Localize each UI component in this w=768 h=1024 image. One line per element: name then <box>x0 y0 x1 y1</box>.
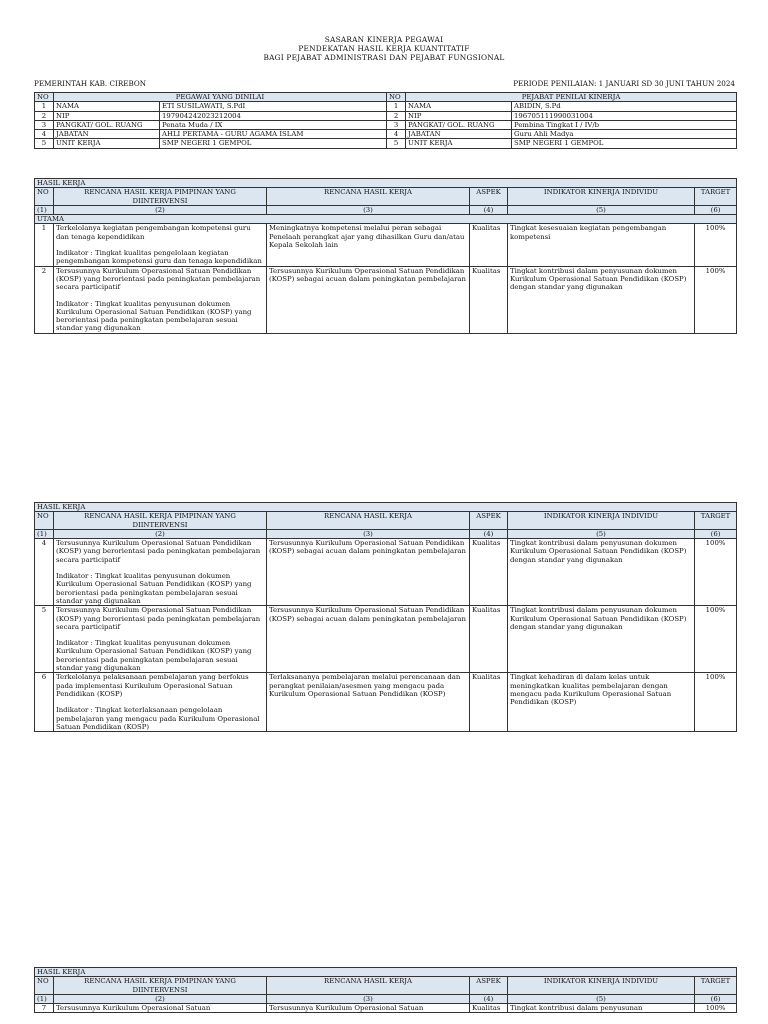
subheader-row: (1) (2) (3) (4) (5) (6) <box>35 529 737 538</box>
field-label: NIP <box>406 111 512 120</box>
field-label: PANGKAT/ GOL. RUANG <box>54 120 160 129</box>
col-no: NO <box>35 93 54 102</box>
identity-row: 5 UNIT KERJA SMP NEGERI 1 GEMPOL 5 UNIT KERJA SMP NEGERI 1 GEMPOL <box>35 139 737 148</box>
assessment-period: PERIODE PENILAIAN: 1 JANUARI SD 30 JUNI TAHUN 2024 <box>513 79 735 88</box>
hasil-kerja-table-3 <box>34 967 737 1013</box>
field-label: NAMA <box>406 102 512 111</box>
field-value: AHLI PERTAMA - GURU AGAMA ISLAM <box>160 130 387 139</box>
table-row: 6 Terkelolanya pelaksanaan pembelajaran yang berfokus pada implementasi Kurikulum Operasional Satuan Pendidikan (KOSP) Indikator : Tingkat keterlaksanaan pengelolaan pembelajaran yang mengacu pada Kurikulum Operasional Satuan Pendidikan (KOSP) Terlaksananya pembelajaran melalui perencanaan dan perangkat penilaian/asesmen yang mengacu pada Kurikulum Operasional Satuan Pendidikan (KOSP) Kualitas Tingkat kehadiran di dalam kelas untuk meningkatkan kualitas pembelajaran dengan mengacu pada Kurikulum Operasional Satuan Pendidikan (KOSP) 100% <box>35 673 737 732</box>
header-row: NO RENCANA HASIL KERJA PIMPINAN YANG DIINTERVENSI RENCANA HASIL KERJA ASPEK INDIKATOR KINERJA INDIVIDU TARGET <box>35 188 737 206</box>
col-no-2: NO <box>387 93 406 102</box>
table-row: 2 Tersusunnya Kurikulum Operasional Satuan Pendidikan (KOSP) yang berorientasi pada peningkatan pembelajaran secara participatif Indikator : Tingkat kualitas penyusunan dokumen Kurikulum Operasional Satuan Pendidikan (KOSP) yang berorientasi pada peningkatan pembelajaran sesuai standar yang digunakan Tersusunnya Kurikulum Operasional Satuan Pendidikan (KOSP) sebagai acuan dalam peningkatan pembelajaran Kualitas Tingkat kontribusi dalam penyusunan dokumen Kurikulum Operasional Satuan Pendidikan (KOSP) dengan standar yang digunakan 100% <box>35 266 737 333</box>
identity-row: 4 JABATAN AHLI PERTAMA - GURU AGAMA ISLAM 4 JABATAN Guru Ahli Madya <box>35 130 737 139</box>
subheader-row: (1) (2) (3) (4) (5) (6) <box>35 994 737 1003</box>
table-row: 1 Terkelolanya kegiatan pengembangan kompetensi guru dan tenaga kependidikan Indikator : Tingkat kualitas pengelolaan kegiatan pengembangan kompetensi guru dan tenaga kependidikan Meningkatnya kompetensi melalui peran sebagai Penelaah perangkat ajar yang dihasilkan Guru dan/atau Kepala Sekolah lain Kualitas Tingkat kesesuaian kegiatan pengembangan kompetensi 100% <box>35 224 737 266</box>
document-subtitle: PENDEKATAN HASIL KERJA KUANTITATIF <box>298 44 470 53</box>
field-value: Guru Ahli Madya <box>512 130 737 139</box>
field-value: ETI SUSILAWATI, S.PdI <box>160 102 387 111</box>
section-title: HASIL KERJA <box>35 968 737 977</box>
identity-row: 1 NAMA ETI SUSILAWATI, S.PdI 1 NAMA ABIDIN, S.Pd <box>35 102 737 111</box>
hasil-kerja-table-1 <box>34 178 737 334</box>
field-label: JABATAN <box>54 130 160 139</box>
identity-row: 3 PANGKAT/ GOL. RUANG Penata Muda / IX 3 PANGKAT/ GOL. RUANG Pembina Tingkat I / IV/b <box>35 120 737 129</box>
field-label: JABATAN <box>406 130 512 139</box>
field-value: SMP NEGERI 1 GEMPOL <box>160 139 387 148</box>
table-row: 5 Tersusunnya Kurikulum Operasional Satuan Pendidikan (KOSP) yang berorientasi pada peningkatan pembelajaran secara participatif Indikator : Tingkat kualitas penyusunan dokumen Kurikulum Operasional Satuan Pendidikan (KOSP) yang berorientasi pada peningkatan pembelajaran sesuai standar yang digunakan Tersusunnya Kurikulum Operasional Satuan Pendidikan (KOSP) sebagai acuan dalam peningkatan pembelajaran Kualitas Tingkat kontribusi dalam penyusunan dokumen Kurikulum Operasional Satuan Pendidikan (KOSP) dengan standar yang digunakan 100% <box>35 606 737 673</box>
field-label: PANGKAT/ GOL. RUANG <box>406 120 512 129</box>
hasil-kerja-table-2 <box>34 502 737 732</box>
government-label: PEMERINTAH KAB. CIREBON <box>34 79 147 88</box>
field-value: 197904242023212004 <box>160 111 387 120</box>
col-dinilai: PEGAWAI YANG DINILAI <box>54 93 387 102</box>
table-row: 7 Tersusunnya Kurikulum Operasional Satuan Tersusunnya Kurikulum Operasional Satuan Kualitas Tingkat kontribusi dalam penyusunan 100% <box>35 1004 737 1013</box>
section-title: HASIL KERJA <box>35 179 737 188</box>
header-row: NO RENCANA HASIL KERJA PIMPINAN YANG DIINTERVENSI RENCANA HASIL KERJA ASPEK INDIKATOR KINERJA INDIVIDU TARGET <box>35 977 737 995</box>
field-value: SMP NEGERI 1 GEMPOL <box>512 139 737 148</box>
field-label: UNIT KERJA <box>406 139 512 148</box>
identity-table <box>34 92 737 149</box>
document-title: SASARAN KINERJA PEGAWAI <box>324 35 444 44</box>
field-value: ABIDIN, S.Pd <box>512 102 737 111</box>
header-row: NO RENCANA HASIL KERJA PIMPINAN YANG DIINTERVENSI RENCANA HASIL KERJA ASPEK INDIKATOR KINERJA INDIVIDU TARGET <box>35 512 737 530</box>
field-label: UNIT KERJA <box>54 139 160 148</box>
subheader-row: (1) (2) (3) (4) (5) (6) <box>35 205 737 214</box>
field-value: Penata Muda / IX <box>160 120 387 129</box>
identity-row: 2 NIP 197904242023212004 2 NIP 196705111990031004 <box>35 111 737 120</box>
field-label: NAMA <box>54 102 160 111</box>
table-row: 4 Tersusunnya Kurikulum Operasional Satuan Pendidikan (KOSP) yang berorientasi pada peningkatan pembelajaran secara participatif Indikator : Tingkat kualitas penyusunan dokumen Kurikulum Operasional Satuan Pendidikan (KOSP) yang berorientasi pada peningkatan pembelajaran sesuai standar yang digunakan Tersusunnya Kurikulum Operasional Satuan Pendidikan (KOSP) sebagai acuan dalam peningkatan pembelajaran Kualitas Tingkat kontribusi dalam penyusunan dokumen Kurikulum Operasional Satuan Pendidikan (KOSP) dengan standar yang digunakan 100% <box>35 539 737 606</box>
field-label: NIP <box>54 111 160 120</box>
section-title: HASIL KERJA <box>35 503 737 512</box>
section-utama: UTAMA <box>35 215 737 224</box>
document-subtitle-2: BAGI PEJABAT ADMINISTRASI DAN PEJABAT FUNGSIONAL <box>263 53 505 62</box>
field-value: Pembina Tingkat I / IV/b <box>512 120 737 129</box>
field-value: 196705111990031004 <box>512 111 737 120</box>
col-penilai: PEJABAT PENILAI KINERJA <box>406 93 737 102</box>
